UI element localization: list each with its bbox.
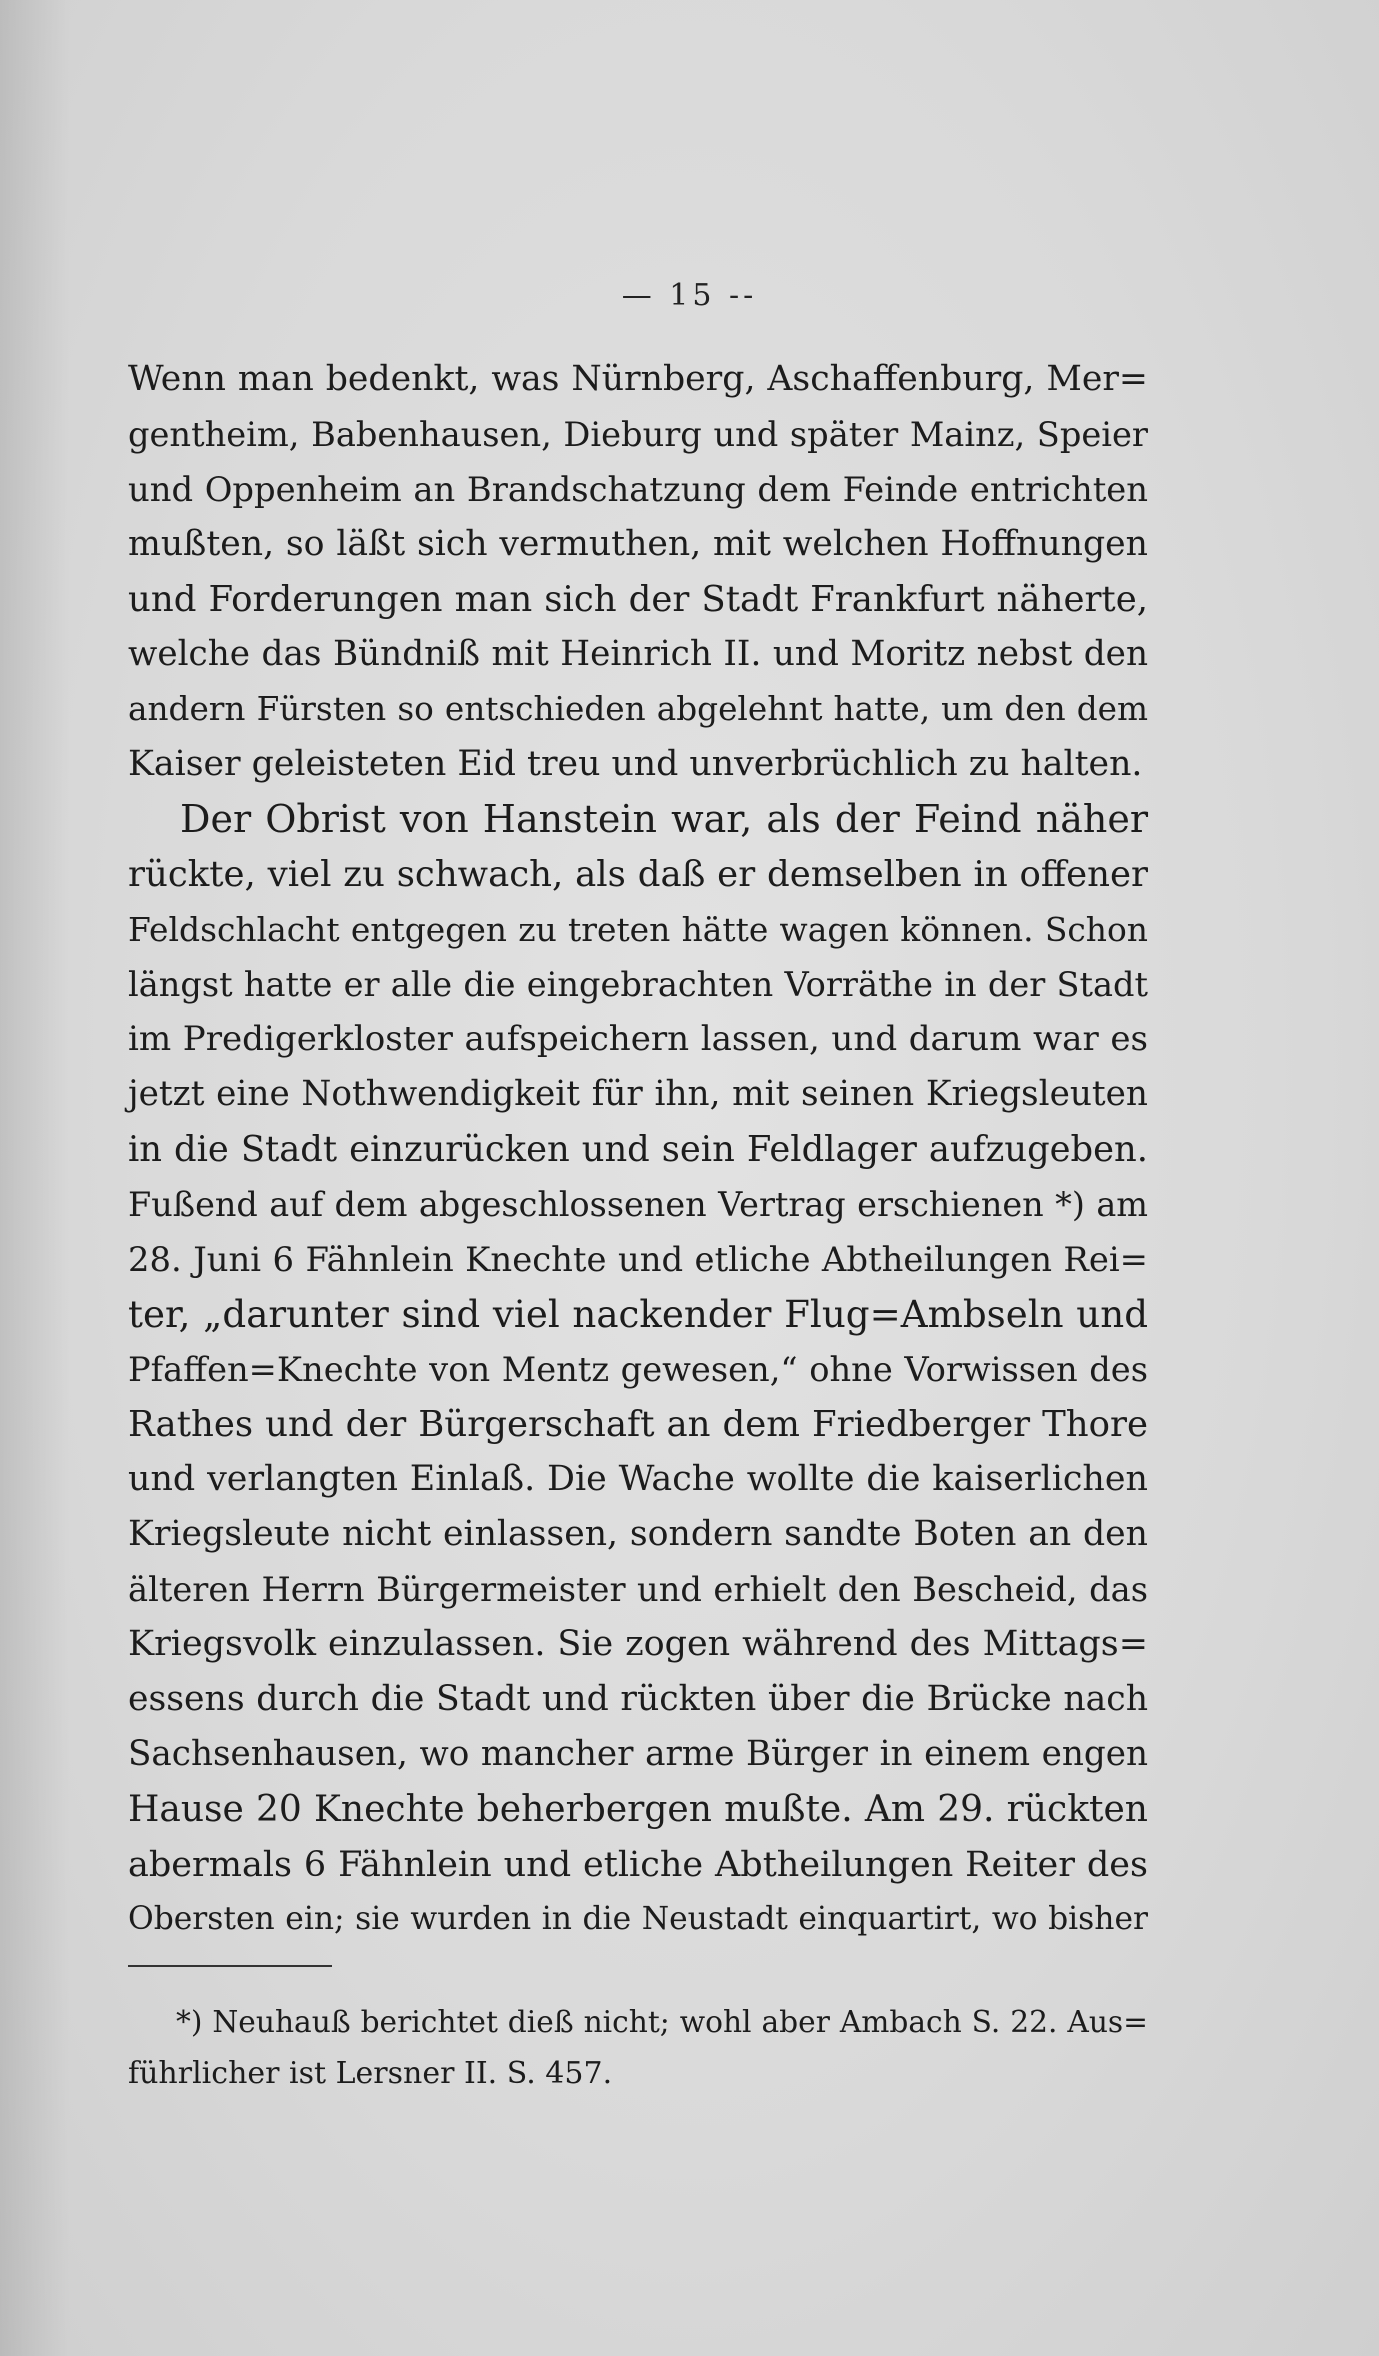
- footnote-line: führlicher ist Lersner II. S. 457.: [128, 2056, 613, 2091]
- text-line: jetzt eine Nothwendigkeit für ihn, mit seinen Kriegsleuten: [128, 1074, 1148, 1114]
- footnote-line: *) Neuhauß berichtet dieß nicht; wohl aber Ambach S. 22. Aus=: [176, 2004, 1148, 2039]
- text-line: längst hatte er alle die eingebrachten Vorräthe in der Stadt: [128, 965, 1148, 1004]
- text-line: ter, „darunter sind viel nackender Flug=Ambseln und: [128, 1292, 1148, 1336]
- text-line: Kriegsleute nicht einlassen, sondern sandte Boten an den: [128, 1514, 1148, 1554]
- text-line: im Predigerkloster aufspeichern lassen, und darum war es: [128, 1019, 1148, 1059]
- text-line: und Forderungen man sich der Stadt Frankfurt näherte,: [128, 579, 1148, 620]
- text-line: Der Obrist von Hanstein war, als der Feind näher: [180, 797, 1148, 841]
- text-line: andern Fürsten so entschieden abgelehnt hatte, um den dem: [128, 690, 1148, 728]
- text-line: essens durch die Stadt und rückten über die Brücke nach: [128, 1679, 1148, 1719]
- footnote: [128, 1996, 1148, 2100]
- text-line: und verlangten Einlaß. Die Wache wollte die kaiserlichen: [128, 1459, 1148, 1499]
- text-line: Hause 20 Knechte beherbergen mußte. Am 29. rückten: [128, 1789, 1148, 1830]
- body-text: [128, 352, 1148, 1947]
- text-line: Obersten ein; sie wurden in die Neustadt einquartirt, wo bisher: [128, 1901, 1148, 1937]
- text-line: 28. Juni 6 Fähnlein Knechte und etliche Abtheilungen Rei=: [128, 1240, 1148, 1279]
- text-line: abermals 6 Fähnlein und etliche Abtheilungen Reiter des: [128, 1844, 1148, 1885]
- footnote-rule: [128, 1965, 332, 1967]
- text-line: gentheim, Babenhausen, Dieburg und später Mainz, Speier: [128, 415, 1148, 454]
- text-line: Rathes und der Bürgerschaft an dem Friedberger Thore: [128, 1404, 1148, 1445]
- text-line: mußten, so läßt sich vermuthen, mit welchen Hoffnungen: [128, 524, 1148, 564]
- gutter-shadow: [0, 0, 70, 2356]
- text-line: Kriegsvolk einzulassen. Sie zogen während des Mittags=: [128, 1624, 1148, 1664]
- text-line: Sachsenhausen, wo mancher arme Bürger in einem engen: [128, 1734, 1148, 1774]
- text-line: Fußend auf dem abgeschlossenen Vertrag erschienen *) am: [128, 1185, 1148, 1224]
- text-line: Kaiser geleisteten Eid treu und unverbrüchlich zu halten.: [128, 744, 1143, 784]
- text-line: und Oppenheim an Brandschatzung dem Feinde entrichten: [128, 470, 1148, 509]
- text-line: älteren Herrn Bürgermeister und erhielt den Bescheid, das: [128, 1570, 1148, 1609]
- text-line: rückte, viel zu schwach, als daß er demselben in offener: [128, 854, 1148, 895]
- page-number: — 15 --: [621, 278, 758, 313]
- text-line: Wenn man bedenkt, was Nürnberg, Aschaffenburg, Mer=: [128, 359, 1148, 399]
- text-line: in die Stadt einzurücken und sein Feldlager aufzugeben.: [128, 1129, 1148, 1170]
- text-line: Pfaffen=Knechte von Mentz gewesen,“ ohne Vorwissen des: [128, 1350, 1148, 1389]
- text-line: welche das Bündniß mit Heinrich II. und Moritz nebst den: [128, 634, 1148, 674]
- text-line: Feldschlacht entgegen zu treten hätte wagen können. Schon: [128, 910, 1148, 949]
